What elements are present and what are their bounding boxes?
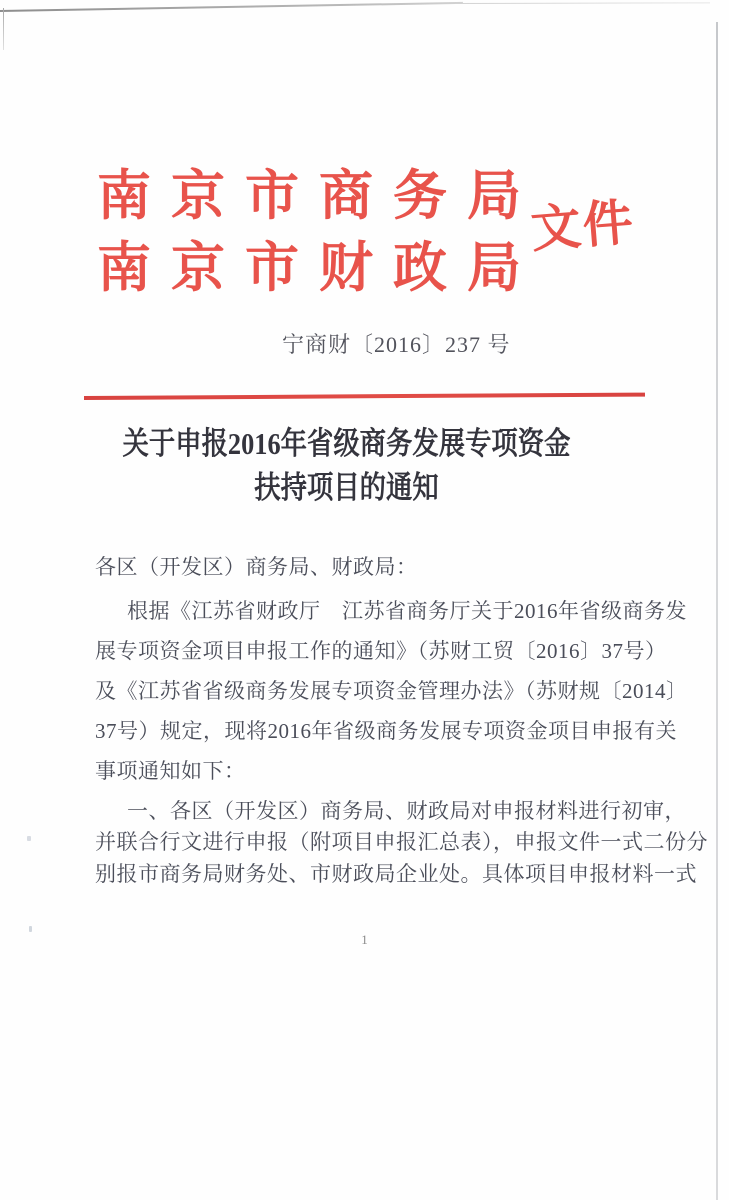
body-text-line: 37号）规定，现将2016年省级商务发展专项资金项目申报有关 (95, 719, 677, 743)
red-divider-line (84, 393, 645, 400)
body-text-line: 事项通知如下： (95, 759, 246, 783)
letterhead-doc-type-label: 文件 (528, 193, 637, 258)
letterhead-agency-commerce-bureau: 南京市商务局 (97, 166, 541, 226)
letterhead-agency-finance-bureau: 南京市财政局 (97, 238, 541, 298)
page-number: 1 (361, 932, 368, 947)
scan-artifact-left-edge (3, 8, 4, 50)
body-text-line: 别报市商务局财务处、市财政局企业处。具体项目申报材料一式 (95, 862, 697, 886)
scan-artifact-right-edge (716, 22, 718, 1200)
body-text-line: 根据《江苏省财政厅 江苏省商务厅关于2016年省级商务发 (127, 599, 687, 623)
scan-artifact-top-edge (0, 2, 463, 12)
body-salutation: 各区（开发区）商务局、财政局： (95, 555, 418, 579)
scan-artifact-speck (27, 836, 31, 841)
scan-artifact-top-edge-faint (455, 2, 710, 4)
body-text-line: 展专项资金项目申报工作的通知》（苏财工贸〔2016〕37号） (95, 639, 667, 663)
document-title-line-1: 关于申报2016年省级商务发展专项资金 (122, 426, 571, 461)
document-title-line-2: 扶持项目的通知 (254, 470, 439, 505)
body-text-line: 一、各区（开发区）商务局、财政局对申报材料进行初审， (127, 799, 686, 823)
document-reference-number: 宁商财〔2016〕237 号 (282, 332, 511, 357)
body-text-line: 并联合行文进行申报（附项目申报汇总表），申报文件一式二份分 (95, 830, 708, 854)
body-text-line: 及《江苏省省级商务发展专项资金管理办法》（苏财规〔2014〕 (95, 679, 688, 703)
